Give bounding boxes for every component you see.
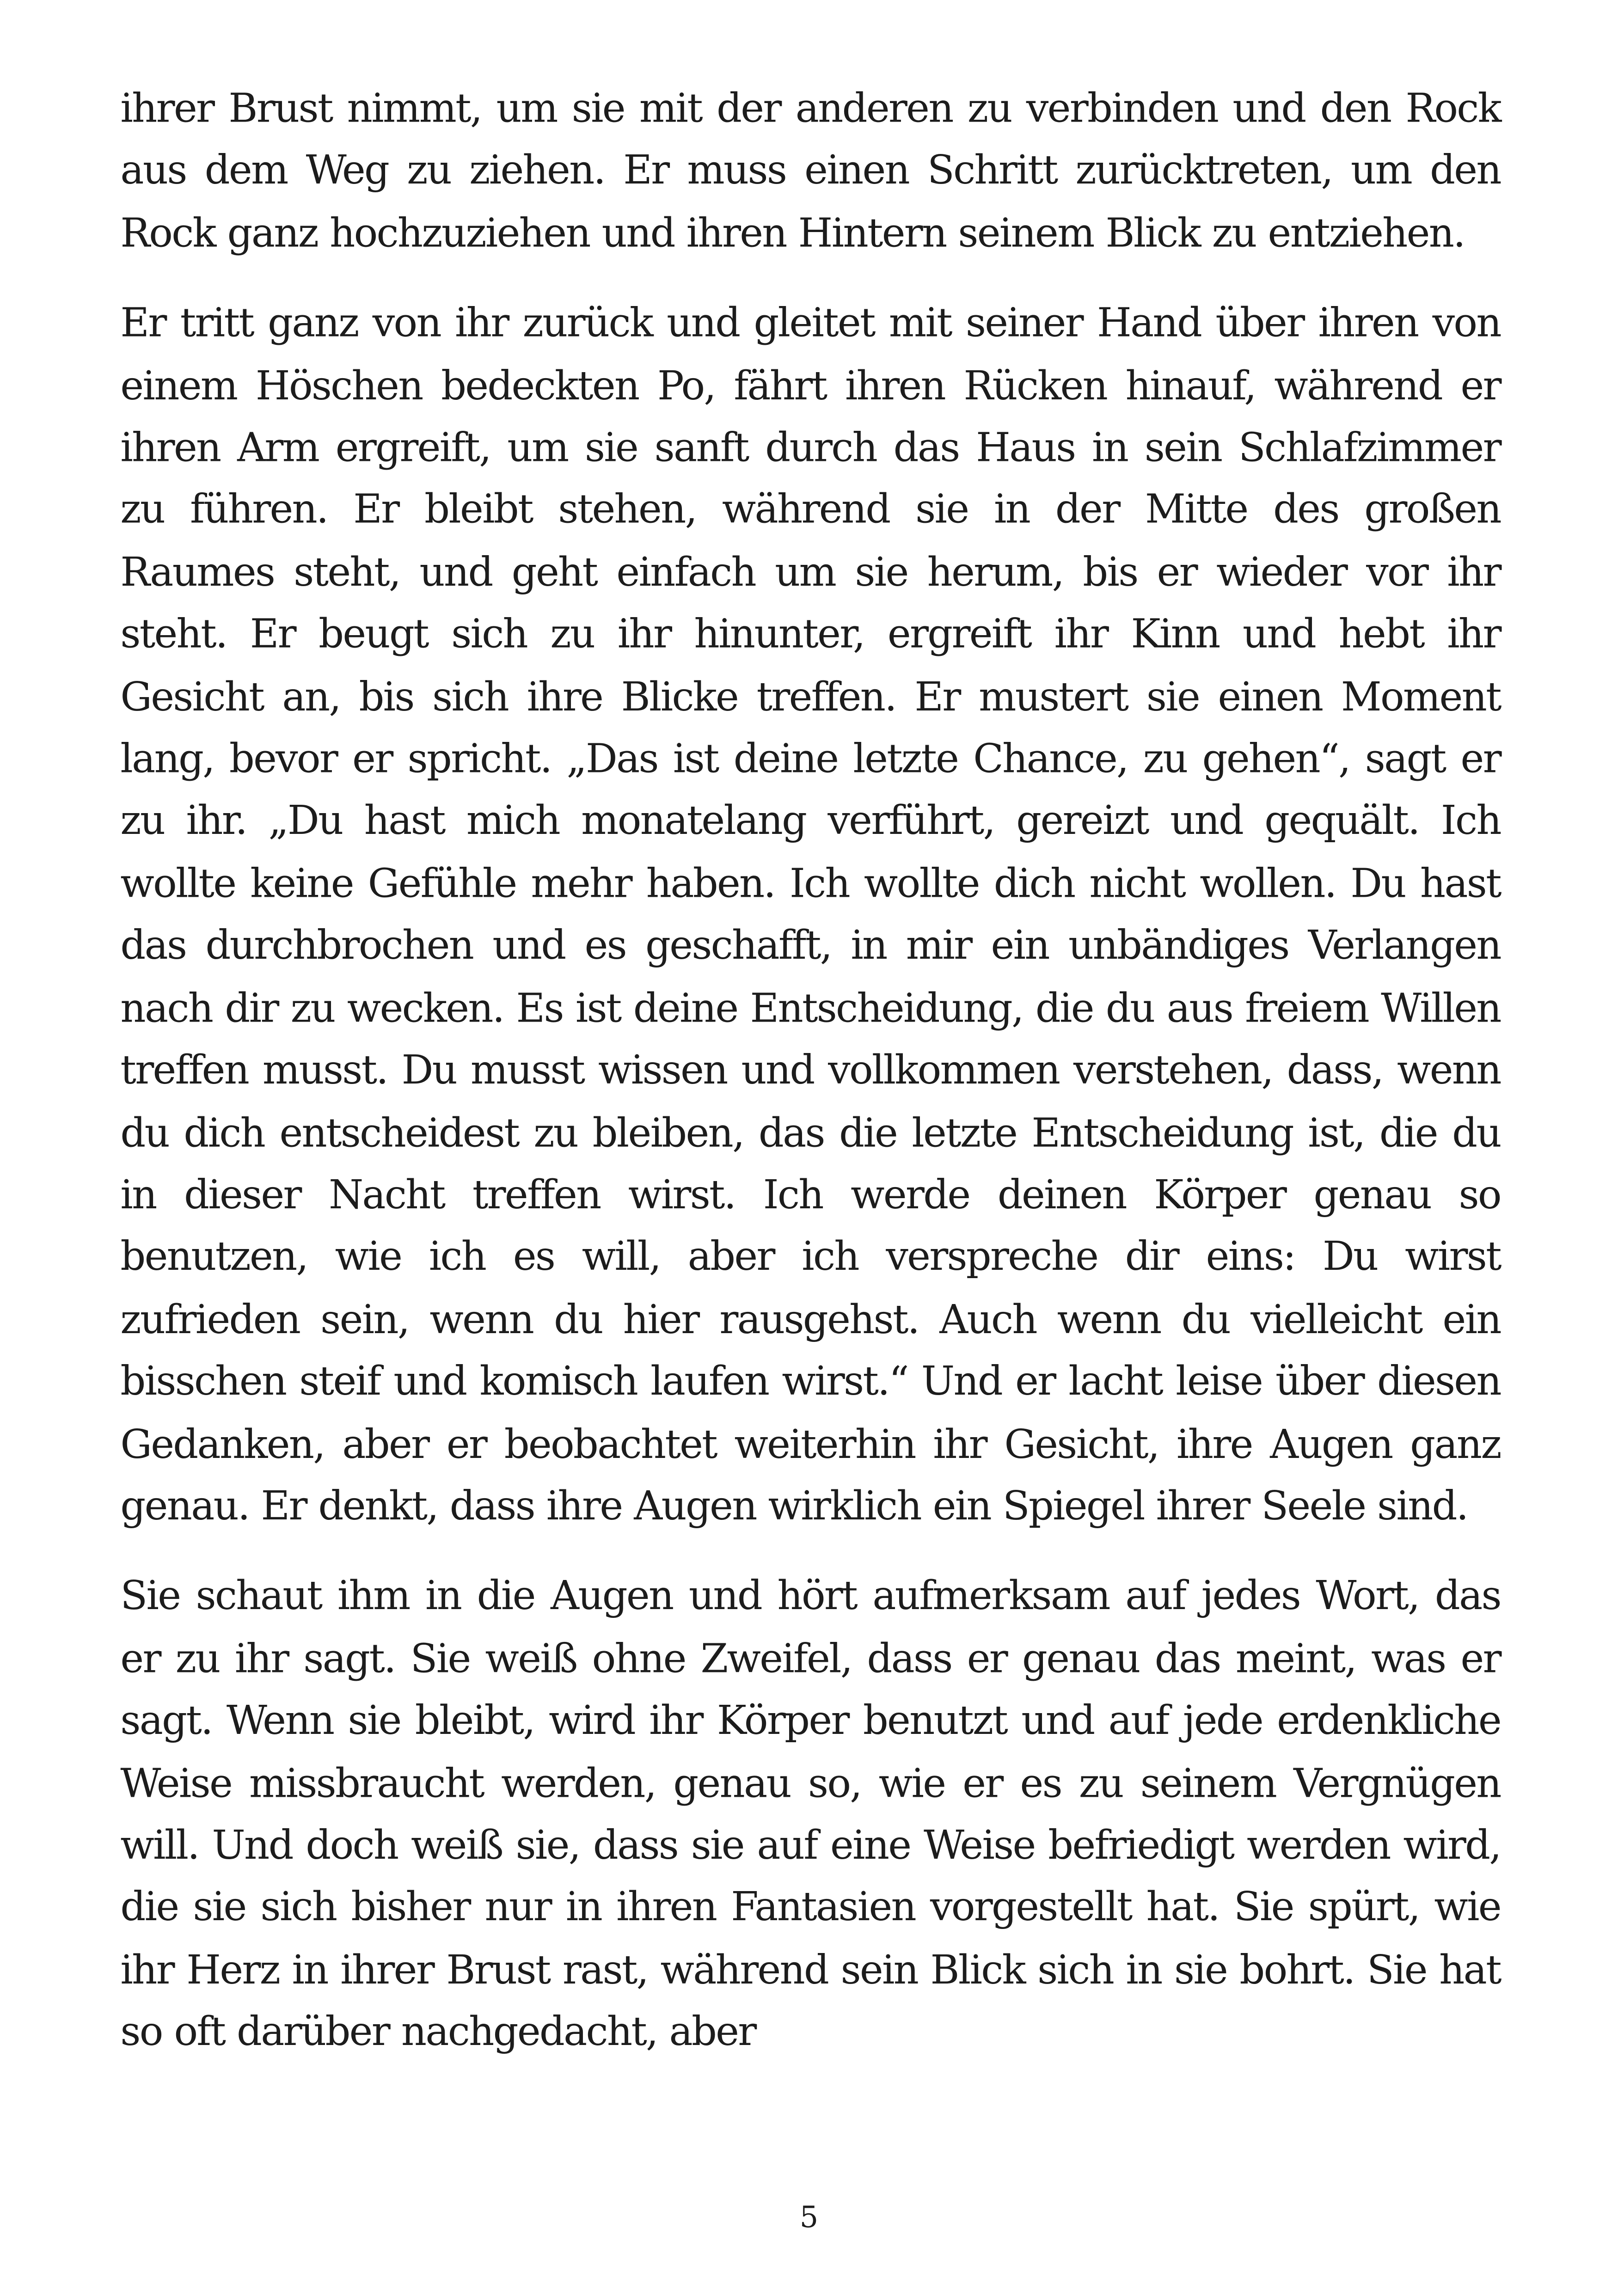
paragraph: ihrer Brust nimmt, um sie mit der anderen zu verbinden und den Rock aus dem Weg zu ziehen. Er muss einen Schritt zurücktreten, um den Rock ganz hochzuziehen und ihren Hintern seinem Blick zu entziehen. — [120, 86, 1501, 257]
page-number: 5 — [799, 2199, 819, 2235]
body-text — [120, 80, 1500, 2093]
paragraph: Er tritt ganz von ihr zurück und gleitet mit seiner Hand über ihren von einem Höschen bedeckten Po, fährt ihren Rücken hinauf, während er ihren Arm ergreift, um sie sanft durch das Haus in sein Schlafzimmer zu führen. Er bleibt stehen, während sie in der Mitte des großen Raumes steht, und geht einfach um sie herum, bis er wieder vor ihr steht. Er beugt sich zu ihr hinunter, ergreift ihr Kinn und hebt ihr Gesicht an, bis sich ihre Blicke treffen. Er mustert sie einen Moment lang, bevor er spricht. „Das ist deine letzte Chance, zu gehen“, sagt er zu ihr. „Du hast mich monatelang verführt, gereizt und gequält. Ich wollte keine Gefühle mehr haben. Ich wollte dich nicht wollen. Du hast das durchbrochen und es geschafft, in mir ein unbändiges Verlangen nach dir zu wecken. Es ist deine Entscheidung, die du aus freiem Willen treffen musst. Du musst wissen und vollkommen verstehen, dass, wenn du dich entscheidest zu bleiben, das die letzte Entscheidung ist, die du in dieser Nacht treffen wirst. Ich werde deinen Körper genau so benutzen, wie ich es will, aber ich verspreche dir eins: Du wirst zufrieden sein, wenn du hier rausgehst. Auch wenn du vielleicht ein bisschen steif und komisch laufen wirst.“ Und er lacht leise über diesen Gedanken, aber er beobachtet weiterhin ihr Gesicht, ihre Augen ganz genau. Er denkt, dass ihre Augen wirklich ein Spiegel ihrer Seele sind. — [120, 301, 1501, 1530]
paragraph: Sie schaut ihm in die Augen und hört aufmerksam auf jedes Wort, das er zu ihr sagt. Sie weiß ohne Zweifel, dass er genau das meint, was er sagt. Wenn sie bleibt, wird ihr Körper benutzt und auf jede erdenkliche Weise missbraucht werden, genau so, wie er es zu seinem Vergnügen will. Und doch weiß sie, dass sie auf eine Weise befriedigt werden wird, die sie sich bisher nur in ihren Fantasien vorgestellt hat. Sie spürt, wie ihr Herz in ihrer Brust rast, während sein Blick sich in sie bohrt. Sie hat so oft darüber nachgedacht, aber — [120, 1574, 1501, 2056]
